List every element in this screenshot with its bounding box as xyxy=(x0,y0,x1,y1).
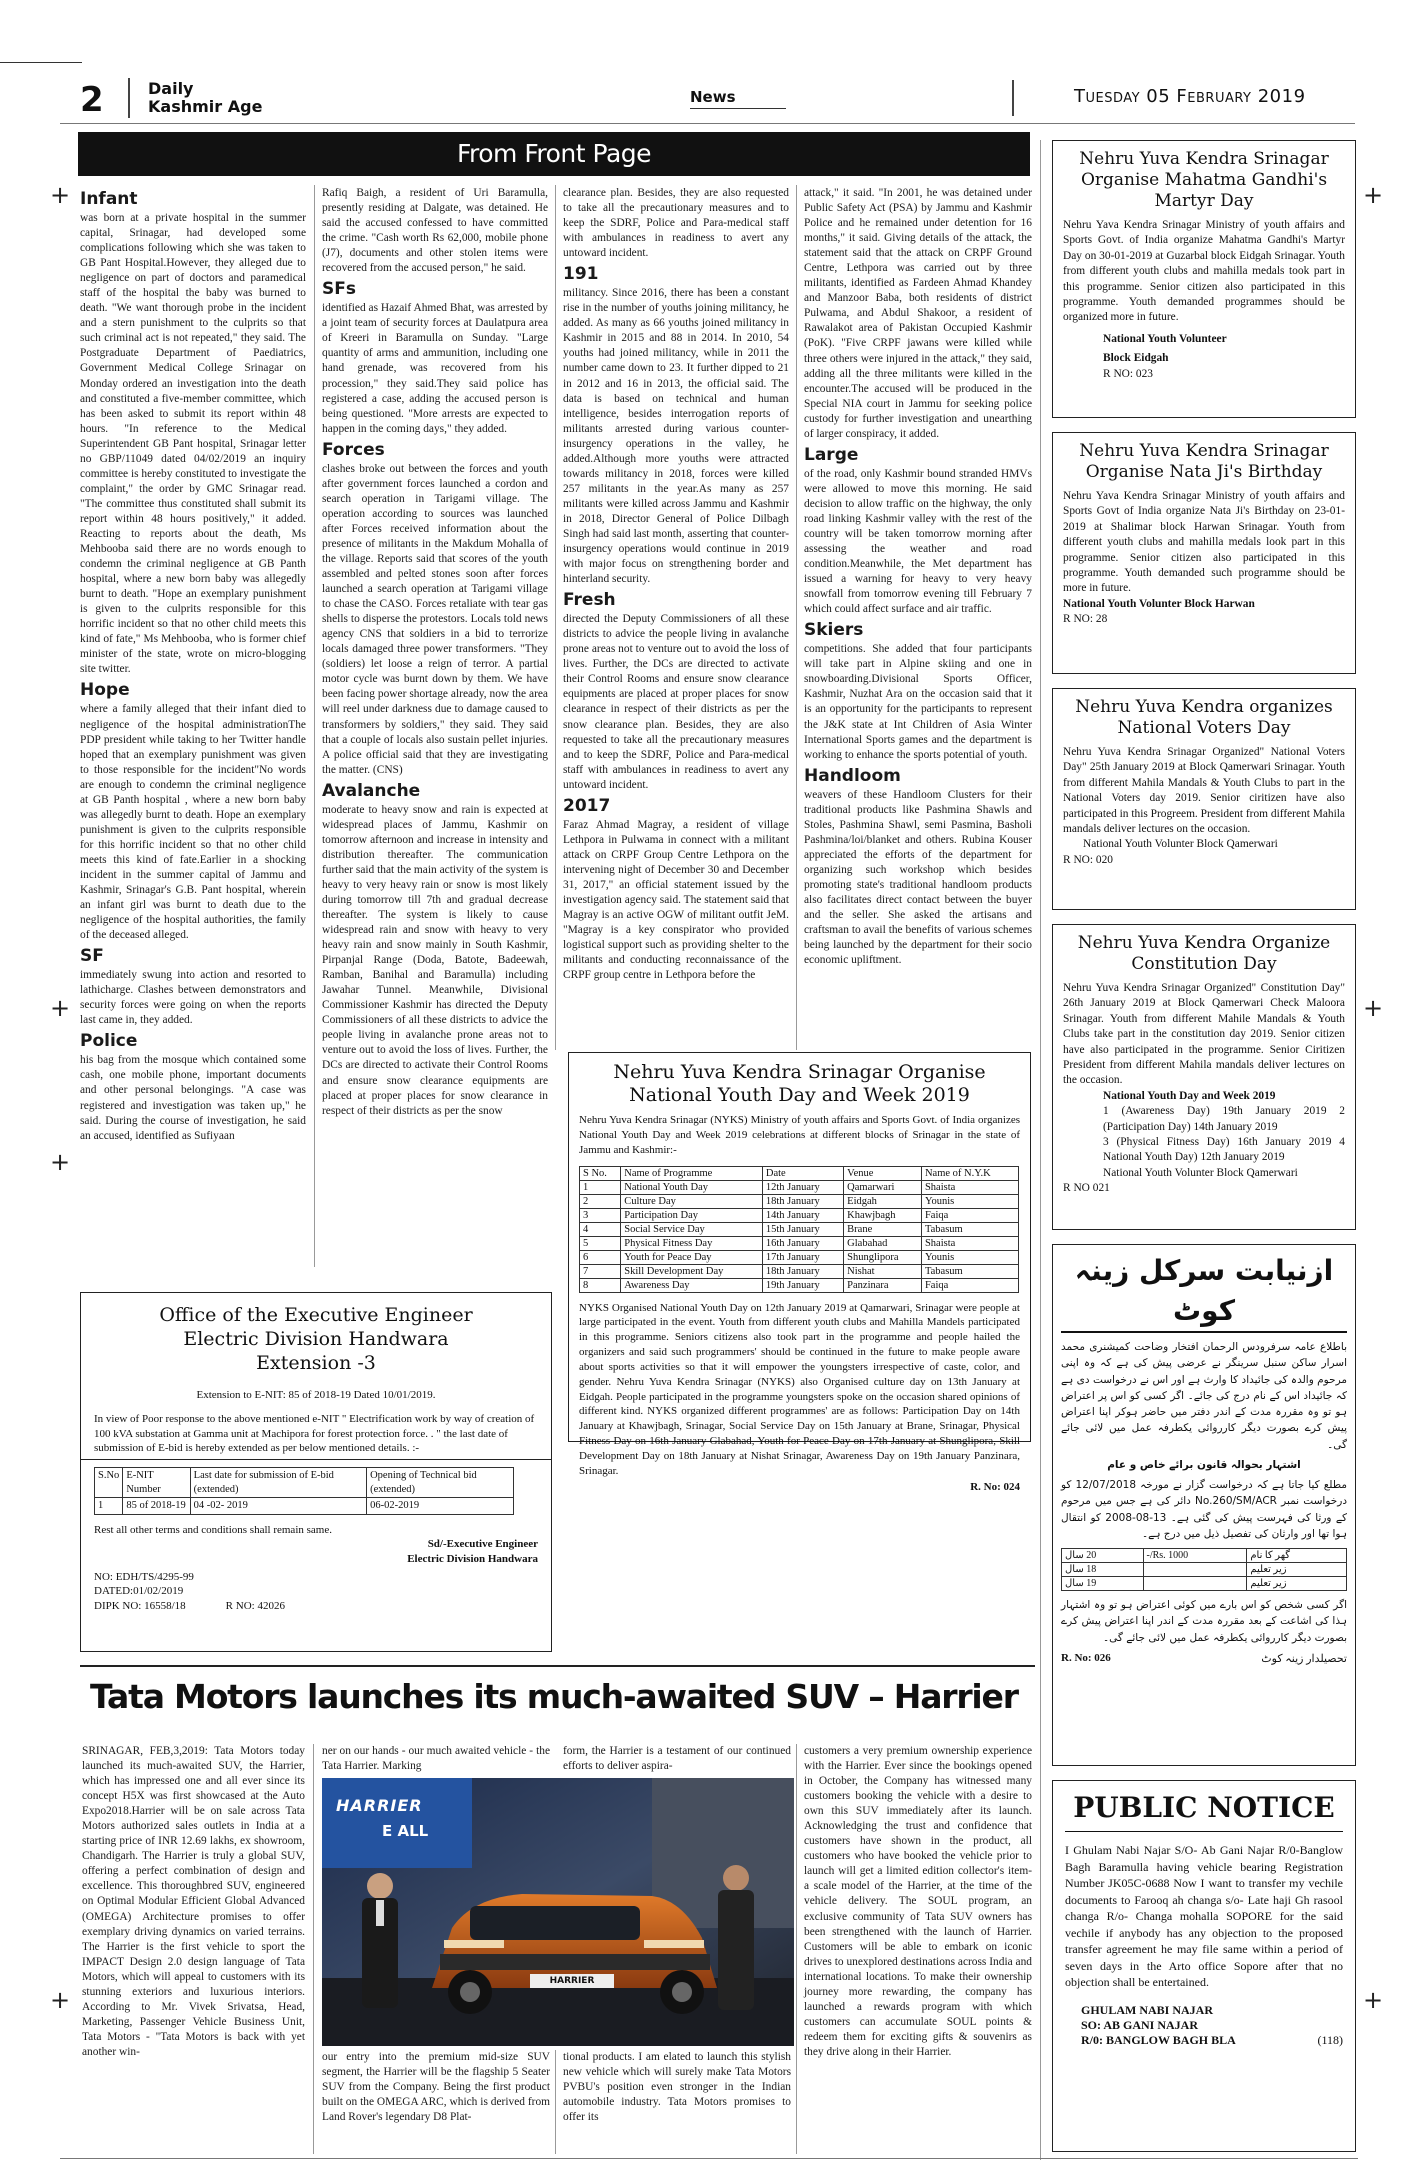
urdu-body-2: مطلع کیا جاتا ہے کہ درخواست گزار نے مورخہ 12/07/2018 کو درخواست نمبر No.260/SM/ACR دائر کی ہے جس میں مرحوم کے ورثا کی فہرست پیش کی گئی ہے۔ 13-08-2008 کو انتقال ہوا تھا اور وارثان کی تفصیل ذیل میں درج ہے۔ xyxy=(1061,1479,1348,1540)
table-cell: Glabahad xyxy=(844,1236,922,1250)
col4-text: attack," it said. "In 2001, he was detained under Public Safety Act (PSA) by Jammu and Kashmir Police and he remained under detention for 16 months," it said. Giving details of the attack, the statement said that the attack on CRPF Ground Centre, Lethpora was carried out by three militants, identified as Fardeen Ahmad Khandey and Manzoor Baba, both residents of district Pulwama, and Abdul Shakoor, a resident of Rawalakot area of Pakistan Occupied Kashmir (PoK). "Five CRPF jawans were killed while three others were injured in the attack," they said, adding all the three militants were killed in the encounter.The accused will be produced in the Special NIA court in Jammu for seeking police custody for further investigation and unearthing of larger conspiracy, it added. xyxy=(804,187,1032,440)
table-cell: 5 xyxy=(580,1236,621,1250)
table-cell: Younis xyxy=(921,1194,1018,1208)
exec-title-2: Electric Division Handwara xyxy=(183,1328,449,1350)
table-cell: Awareness Day xyxy=(621,1278,763,1292)
table-cell: Shaista xyxy=(921,1180,1018,1194)
exec-rno: R NO: 42026 xyxy=(225,1599,285,1612)
nyks-intro: Nehru Yuva Kendra Srinagar (NYKS) Ministry of youth affairs and Sports Govt. of India organizes National Youth Day and Week 2019 celebrations at different blocks of Srinagar in the state of Jammu and Kashmir:- xyxy=(579,1114,1020,1156)
table-cell: 3 xyxy=(580,1208,621,1222)
skiers-text: competitions. She added that four participants will take part in Alpine skiing and one in snowboarding.Divisional Sports Officer, Kashmir, Nuzhat Ara on the occasion said that it is an opportunity for the participants to represent the J&K state at Int Children of Asia Winter International Sports games and the department is working to enhance the sports potential of youth. xyxy=(804,643,1032,761)
urdu-title: ازنیابت سرکل زینہ کوٹ xyxy=(1061,1251,1347,1333)
ad4-rno: R NO 021 xyxy=(1063,1182,1110,1195)
ad2-rno: R NO: 28 xyxy=(1063,613,1108,626)
nyks-body: NYKS Organised National Youth Day on 12th January 2019 at Qamarwari, Srinagar were people at large participated in the event. Youth from different youth clubs and Mahilla Mandels participated in this programme. Seniors citizens also took part in the programme and people hailed the organizers and said such programmers' should be continued in the future to make people aware about sports activities so that it will empower the youngsters irrespective of caste, color, and gender. Nehru Yuva Kendra Srinagar (NYKS) also Organised culture day on 13th January at Eidgah. People participated in the programme youngsters spoke on the occasion shared opinions of different kind. NYKS organized different programmes' are as follows: Participation Day on 14th January at Khawjbagh, Srinagar, Social Service Day on 15th January at Brane, Srinagar, Physical Fitness Day on 16th January Glabahad, Youth for Peace Day on 17th January at Shunglipora, Skill Development Day on 18th January at Nishat Srinagar, Awareness Day on 19th January Panzinara, Srinagar. xyxy=(579,1301,1020,1477)
table-header-cell: S.No xyxy=(95,1468,123,1498)
table-header-cell: Last date for submission of E-bid (extended) xyxy=(190,1468,366,1498)
police-heading: Police xyxy=(80,1031,138,1052)
sf-text: immediately swung into action and resorted to lathicharge. Clashes between demonstrators and security forces were going on when the reports last came in, they added. xyxy=(80,969,306,1027)
bottom-rule xyxy=(60,2158,1358,2159)
table-cell: 19th January xyxy=(762,1278,843,1292)
column-rule xyxy=(796,1744,797,2154)
top-left-rule xyxy=(0,62,82,63)
table-cell: 6 xyxy=(580,1250,621,1264)
table-cell: 15th January xyxy=(762,1222,843,1236)
table-cell: 17th January xyxy=(762,1250,843,1264)
table-cell: 18th January xyxy=(762,1194,843,1208)
nyks-table xyxy=(579,1166,1019,1293)
nyks-table-row xyxy=(580,1180,1019,1194)
table-cell: زیر تعلیم xyxy=(1247,1577,1347,1591)
ad4-title: Nehru Yuva Kendra Organize Constitution Day xyxy=(1077,933,1331,974)
paper-name-line1: Daily xyxy=(148,79,194,98)
nyks-table-row xyxy=(580,1264,1019,1278)
nyks-title: Nehru Yuva Kendra Srinagar Organise National Youth Day and Week 2019 xyxy=(613,1061,986,1106)
martyr-day-ad xyxy=(1052,140,1356,418)
urdu-table-row xyxy=(1062,1549,1347,1563)
table-cell: Social Service Day xyxy=(621,1222,763,1236)
ad1-sign-1: National Youth Volunteer xyxy=(1103,332,1227,345)
table-cell: 8 xyxy=(580,1278,621,1292)
urdu-table-row xyxy=(1062,1563,1347,1577)
table-header-cell: Date xyxy=(762,1166,843,1180)
table-cell: Nishat xyxy=(844,1264,922,1278)
fresh-text: directed the Deputy Commissioners of all these districts to advice the people living in avalanche prone areas not to venture out to avoid the loss of lives. Further, the DCs are directed to activate their Control Rooms and ensure snow clearance equipments are placed at proper places for snow clearance in respect of their districts as per the snow clearance plan. Besides, they are also requested to take all the precautionary measures and to keep the SDRF, Police and Para-medical staff with ambulances in readiness to avert any untoward incident. xyxy=(563,613,789,791)
skiers-heading: Skiers xyxy=(804,620,864,641)
column-rule xyxy=(1040,140,1041,2160)
sf-heading: SF xyxy=(80,946,104,967)
ad2-body: Nehru Yava Kendra Srinagar Ministry of youth affairs and Sports Govt of India organize Nata Ji's Birthday on 23-01-2019 at Shalimar block Harwan Srinagar. Youth from different youth clubs and mahilla medals look part in this programme. Senior citizen also participated in this programme. Youth demanded such programme should be more in future. xyxy=(1063,490,1345,595)
paper-name-line2: Kashmir Age xyxy=(148,97,263,116)
urdu-sign: تحصیلدار زینہ کوٹ xyxy=(1261,1652,1347,1665)
text-2017: Faraz Ahmad Magray, a resident of village Lethpora in Pulwama in connect with a militant attack on CRPF Group Centre Lethpora on the intervening night of December 30 and December 31, 2017," an official statement issued by the investigation agency said. The statement said that Magray is an active OGW of militant outfit JeM. "Magray is a key conspirator who provided logistical support such as providing shelter to the militants and conducting reconnaissance of the CRPF group centre in Lethpora before the xyxy=(563,818,789,982)
table-cell: Shunglipora xyxy=(844,1250,922,1264)
nyks-table-row xyxy=(580,1208,1019,1222)
urdu-table-row xyxy=(1062,1577,1347,1591)
table-cell: 14th January xyxy=(762,1208,843,1222)
urdu-table xyxy=(1061,1548,1347,1591)
table-cell: 85 of 2018-19 xyxy=(123,1498,190,1515)
table-header-cell: Opening of Technical bid (extended) xyxy=(367,1468,514,1498)
fresh-heading: Fresh xyxy=(563,590,616,611)
exec-rest: Rest all other terms and conditions shall remain same. xyxy=(94,1524,332,1537)
ad4-line-2: 3 (Physical Fitness Day) 16th January 2019 4 National Youth Day) 12th January 2019 xyxy=(1103,1135,1345,1164)
ad3-body: Nehru Yuva Kendra Srinagar Organized" National Voters Day" 25th January 2019 at Block Qamerwari Srinagar. Youth from different Mahila Mandals & Youth Clubs to part in the National Voters day 2019. Senior ciritizen have also participated in this Progreem. President from different Mahila mandals deliver lectures on the occasion. xyxy=(1063,746,1345,835)
crop-mark-icon: + xyxy=(50,1148,71,1176)
constitution-day-ad xyxy=(1052,924,1356,1230)
police-text: his bag from the mosque which contained some cash, one mobile phone, important documents and other personal belongings. "A case was registered and investigation was taken up," he said. During the course of investigation, he said an accused, identified as Sufiyaan xyxy=(80,1054,306,1142)
crop-mark-icon: + xyxy=(50,181,71,209)
tata-col1-text: SRINAGAR, FEB,3,2019: Tata Motors today launched its much-awaited SUV, the Harrier, which has impressed one and all ever since its concept H5X was first showcased at the Auto Expo2018.Harrier will be on sale across Tata Motors authorized sales outlets in India at a starting price of INR 12.69 lakhs, ex showroom, Chandigarh. The Harrier is truly a global SUV, offering a perfect combination of design and excellence. This thoroughbred SUV, engineered on Optimal Modular Efficient Global Advanced (OMEGA) Architecture promises to offer exemplary driving dynamics on varied terrains. The Harrier is the first vehicle to sport the IMPACT Design 2.0 design language of Tata Motors, which will appeal to customers with its stunning exteriors and luxurious interiors. According to Mr. Vivek Srivatsa, Head, Marketing, Passenger Vehicle Business Unit, Tata Motors - "Tata Motors is back with yet another win- xyxy=(82,1745,305,2058)
table-cell: Faiqa xyxy=(921,1278,1018,1292)
urdu-notice xyxy=(1052,1244,1356,1766)
nyks-table-row xyxy=(580,1222,1019,1236)
table-cell: گھر کا نام xyxy=(1247,1549,1347,1563)
avalanche-text: moderate to heavy snow and rain is expected at widespread places of Jammu, Kashmir on tomorrow afternoon and increase in intensity and distribution thereafter. The communication further said that the main activity of the system is heavy to very heavy rain or snow is most likely during tomorrow till 7th and gradual decrease thereafter. The system is likely to cause widespread rain and snow with heavy to very heavy rain and snow mainly in South Kashmir, Pirpanjal Range (Doda, Batote, Badeewah, Ramban, Banihal and Baramulla) including Jawahar Tunnel. Meanwhile, Divisional Commissioner Kashmir has directed the Deputy Commissioners of all these districts to advice the people living in avalanche prone areas not to venture out to avoid the loss of lives. Further, the DCs are directed to activate their Control Rooms and ensure snow clearance equipments are placed at proper places for snow clearance in respect of their districts as per the snow xyxy=(322,803,548,1117)
ad1-rno: R NO: 023 xyxy=(1103,367,1153,380)
crop-mark-icon: + xyxy=(50,994,71,1022)
masthead-divider-1 xyxy=(128,78,130,118)
sfs-heading: SFs xyxy=(322,279,356,300)
heading-2017: 2017 xyxy=(563,795,611,816)
nyks-table-row xyxy=(580,1250,1019,1264)
exec-sign-1: Sd/-Executive Engineer xyxy=(427,1538,538,1551)
table-cell: 7 xyxy=(580,1264,621,1278)
ad3-sign: National Youth Volunter Block Qamerwari xyxy=(1083,838,1278,851)
table-header-cell: S No. xyxy=(580,1166,621,1180)
tata-col3b-text: tional products. I am elated to launch this stylish new vehicle which will surely make Tata Motors PVBU's position even stronger in the Indian automobile industry. Tata Motors promises to offer its xyxy=(563,2051,791,2124)
column-2 xyxy=(322,186,548,1121)
masthead-date: Tuesday 05 February 2019 xyxy=(1074,86,1306,107)
table-cell: National Youth Day xyxy=(621,1180,763,1194)
avalanche-heading: Avalanche xyxy=(322,780,421,801)
exec-title-3: Extension -3 xyxy=(256,1352,376,1374)
table-header-cell: E-NIT Number xyxy=(123,1468,190,1498)
ad4-line-1: 1 (Awareness Day) 19th January 2019 2 (Participation Day) 14th January 2019 xyxy=(1103,1105,1345,1133)
sfs-text: identified as Hazaif Ahmed Bhat, was arrested by a joint team of security forces at Daulatpura area of Kreeri in Baramulla on Sunday. "Large quantity of arms and ammunition, including one hand grenade, was recovered from his procession," they said.They said police has registered a case, adding the accused person is being questioned. "More arrests are expected to happen in the coming days," they added. xyxy=(322,302,548,435)
column-rule xyxy=(796,185,797,1050)
photo-banner-text-2: E ALL xyxy=(382,1822,429,1840)
table-cell: Younis xyxy=(921,1250,1018,1264)
tata-col2a-text: ner on our hands - our much awaited vehicle - the Tata Harrier. Marking xyxy=(322,1745,550,1773)
table-cell: Skill Development Day xyxy=(621,1264,763,1278)
nyks-table-row xyxy=(580,1278,1019,1292)
public-notice-number: (118) xyxy=(1317,2032,1343,2047)
harrier-launch-photo xyxy=(322,1778,794,2046)
car-plate-text: HARRIER xyxy=(549,1976,595,1986)
ad1-body: Nehru Yava Kendra Srinagar Ministry of youth affairs and Sports Govt. of India organize Mahatma Gandhi's Martyr Day on 30-01-2019 at Guzarbal block Eidgah Srinagar. Youth from different youth clubs and mahilla medals took part in this programme. Senior citizen also participated in this programme. Youth demanded programmes should be organized more in future. xyxy=(1063,219,1345,324)
paper-name xyxy=(148,80,262,116)
ad2-sign: National Youth Volunter Block Harwan xyxy=(1063,597,1255,610)
column-3 xyxy=(563,186,789,985)
table-cell: Eidgah xyxy=(844,1194,922,1208)
table-cell: Rs. 1000/- xyxy=(1143,1549,1247,1563)
table-cell: Faiqa xyxy=(921,1208,1018,1222)
nata-ji-birthday-ad xyxy=(1052,432,1356,674)
crop-mark-icon: + xyxy=(1363,994,1384,1022)
exec-dipk: DIPK NO: 16558/18 xyxy=(94,1599,186,1612)
forces-text: clashes broke out between the forces and youth after government forces launched a cordon and search operation in Tarigami village. The operation according to sources was launched after Forces received information about the presence of militants in the Makdum Mohalla of the village. Reports said that scores of the youth assembled and pelted stones soon after forces launched a search operation at Tarigami village to chase the CASO. Forces retaliate with tear gas shells to disperse the protestors. Locals told news agency CNS that soldiers in a bid to terrorize locals damaged three power transformers. "They (soldiers) let loose a reign of terror. A partial motor cycle was burnt down by them. We have been facing power shortage already, now the area will reel under darkness due to damage caused to transformers by soldiers," they said. They said that a couple of locals also sustain pellet injuries. A police official said that they are investigating the matter. (CNS) xyxy=(322,462,548,776)
voters-day-ad xyxy=(1052,688,1356,910)
public-notice-title: PUBLIC NOTICE xyxy=(1065,1791,1343,1832)
public-notice-sign-2: SO: AB GANI NAJAR xyxy=(1081,2017,1199,2032)
table-cell: Panzinara xyxy=(844,1278,922,1292)
nyks-table-row xyxy=(580,1194,1019,1208)
crop-mark-icon: + xyxy=(1363,1986,1384,2014)
table-cell: 1 xyxy=(95,1498,123,1515)
handloom-heading: Handloom xyxy=(804,765,901,786)
table-cell: 16th January xyxy=(762,1236,843,1250)
crop-mark-icon: + xyxy=(1363,181,1384,209)
column-1 xyxy=(80,186,306,1146)
table-cell: 20 سال xyxy=(1062,1549,1144,1563)
ad1-sign-2: Block Eidgah xyxy=(1103,352,1169,365)
infant-text: was born at a private hospital in the summer capital, Srinagar, had developed some complications following which she was taken to GB Pant Hospital.However, they alleged due to negligence on part of doctors and paramedical staff of the hospital the baby was burned to death. "We want thorough probe in the incident and a stern punishment to the culprits so that such criminal act is not repeated," they said. The Postgraduate Department of Paediatrics, Government Medical College Srinagar on Monday ordered an investigation into the death and constituted a five-member committee, which has been asked to submit its report within 48 hours. "In reference to the Medical Superintendent GB Pant hospital, Srinagar letter no GBP/11049 dated 04/02/2019 an inquiry committee is hereby constituted to investigate the complaint," the order by GMC Srinagar read. "The committee thus constituted shall submit its report within 48 hours positively," it added. Reacting to reports about the death, Ms Mehbooba said there are no words enough to condemn the criminal negligence at GB Panth hospital, where a new born baby was allegedly burnt to death. "Hope an exemplary punishment is given to the culprits responsible for this horrific incident so that no other child meets this kind of fate," Ms Mehbooba, who is former chief minister of the state, wrote on micro-blogging site twitter. xyxy=(80,212,306,676)
exec-body: In view of Poor response to the above mentioned e-NIT " Electrification work by way of creation of 100 kVA substation at Gamma unit at Machipora for forest protection force. . " the last date of submission of E-bid is hereby extended as per below mentioned details. :- xyxy=(94,1413,535,1454)
ad4-sub: National Youth Day and Week 2019 xyxy=(1103,1089,1276,1102)
table-header-cell: Name of Programme xyxy=(621,1166,763,1180)
column-rule xyxy=(555,185,556,1050)
exec-sign-2: Electric Division Handwara xyxy=(407,1552,538,1565)
public-notice-sign-3: R/0: BANGLOW BAGH BLA xyxy=(1081,2032,1236,2047)
column-rule xyxy=(313,1744,314,2154)
large-text: of the road, only Kashmir bound stranded HMVs were allowed to move this morning. He said decision to allow traffic on the highway, the only road linking Kashmir valley with the rest of the country will be taken tomorrow morning after assessing the weather and road condition.Meanwhile, the Met department has issued a warning for heavy to very heavy snowfall from tomorrow evening till February 7 which could affect surface and air traffic. xyxy=(804,467,1032,616)
table-cell: 4 xyxy=(580,1222,621,1236)
table-header-cell: Venue xyxy=(844,1166,922,1180)
table-cell xyxy=(1143,1577,1247,1591)
ad2-title: Nehru Yuva Kendra Srinagar Organise Nata Ji's Birthday xyxy=(1079,441,1329,482)
masthead-rule xyxy=(60,123,1355,124)
infant-heading: Infant xyxy=(80,189,138,209)
ad4-sign: National Youth Volunter Block Qamerwari xyxy=(1103,1166,1298,1179)
table-cell: Physical Fitness Day xyxy=(621,1236,763,1250)
table-cell: Culture Day xyxy=(621,1194,763,1208)
large-heading: Large xyxy=(804,444,859,465)
column-rule xyxy=(314,185,315,1267)
table-cell: Tabasum xyxy=(921,1264,1018,1278)
table-header-cell: Name of N.Y.K xyxy=(921,1166,1018,1180)
tata-top-rule xyxy=(80,1665,1035,1667)
column-4 xyxy=(804,186,1032,970)
section-label: News xyxy=(690,88,736,106)
ad3-rno: R NO: 020 xyxy=(1063,853,1113,866)
table-cell: 2 xyxy=(580,1194,621,1208)
col2-text: Rafiq Baigh, a resident of Uri Baramulla, presently residing at Dalgate, was detained. He said the accused confessed to have committed the crime. "Cash worth Rs 62,000, mobile phone (J7), documents and other stolen items were recovered from the accused person," he said. xyxy=(322,187,548,275)
masthead-divider-2 xyxy=(1012,80,1014,116)
table-cell: Tabasum xyxy=(921,1222,1018,1236)
tata-column-2a xyxy=(322,1744,550,1776)
hope-heading: Hope xyxy=(80,680,130,701)
exec-box-outline xyxy=(80,1292,552,1652)
column-rule xyxy=(555,2050,556,2154)
table-cell xyxy=(1143,1563,1247,1577)
section-underline xyxy=(690,108,786,109)
table-cell: 06-02-2019 xyxy=(367,1498,514,1515)
tata-col4-text: customers a very premium ownership experience with the Harrier. Ever since the bookings opened in October, the Company has witnessed many customers booking the vehicle with a desire to own this SUV immediately after its launch. Acknowledging the trust and confidence that customers have shown in the product, all customers who have booked the vehicle prior to launch will get a limited edition collector's item- a scale model of the Harrier, at the time of the vehicle delivery. The SOUL program, an exclusive community of Tata SUV owners has been strengthened with the launch of Harrier. Customers will be able to embark on iconic drives to unexplored destinations across India and international locations. To make their ownership journey more rewarding, the company has launched a rewards program with which customers can accumulate SOUL points & redeem them for exciting gifts & souvenirs as they drive along in their Harrier. xyxy=(804,1745,1032,2058)
photo-banner-text: HARRIER xyxy=(336,1796,423,1815)
ad3-title: Nehru Yuva Kendra organizes National Voters Day xyxy=(1075,697,1333,738)
tata-column-1 xyxy=(82,1744,305,2062)
ad1-title: Nehru Yuva Kendra Srinagar Organise Mahatma Gandhi's Martyr Day xyxy=(1079,149,1329,211)
table-cell: Shaista xyxy=(921,1236,1018,1250)
tata-column-3b xyxy=(563,2050,791,2127)
heading-191: 191 xyxy=(563,264,599,285)
exec-no: NO: EDH/TS/4295-99 xyxy=(94,1571,194,1583)
page-number: 2 xyxy=(80,80,104,120)
table-cell: 1 xyxy=(580,1180,621,1194)
tata-col3a-text: form, the Harrier is a testament of our continued efforts to deliver aspira- xyxy=(563,1745,791,1773)
tata-column-2b xyxy=(322,2050,550,2127)
table-cell: 19 سال xyxy=(1062,1577,1144,1591)
public-notice-sign-1: GHULAM NABI NAJAR xyxy=(1081,2002,1213,2017)
forces-heading: Forces xyxy=(322,439,385,460)
table-cell: زیر تعلیم xyxy=(1247,1563,1347,1577)
tata-column-4 xyxy=(804,1744,1032,2062)
tata-column-3a xyxy=(563,1744,791,1776)
from-front-page-banner: From Front Page xyxy=(78,132,1030,176)
table-cell: Qamarwari xyxy=(844,1180,922,1194)
tata-headline: Tata Motors launches its much-awaited SUV – Harrier xyxy=(90,1677,1018,1716)
urdu-body: باطلاع عامہ سرفرودس الرحمان افتخار وضاحت کمیشنری محمد اسرار ساکن سنبل سرینگر نے عرضی پیش کی ہے کہ وہ اپنی مرحوم والدہ کی جائیداد کا وارث ہے اور اس نے درخواست دی ہے کہ جائیداد اس کے نام درج کی جائے۔ اگر کسی کو اس پر اعتراض ہو تو وہ مقررہ مدت کے اندر دفتر میں حاضر ہوکر اپنا اعتراض پیش کرے بصورت دیگر کارروائی یکطرفہ عمل میں لائی جائے گی۔ xyxy=(1061,1341,1347,1451)
col3-text: clearance plan. Besides, they are also requested to take all the precautionary measures and to keep the SDRF, Police and Para-medical staff with ambulances in readiness to avert any untoward incident. xyxy=(563,187,789,260)
table-cell: Brane xyxy=(844,1222,922,1236)
table-cell: Participation Day xyxy=(621,1208,763,1222)
table-cell: 12th January xyxy=(762,1180,843,1194)
nyks-table-row xyxy=(580,1236,1019,1250)
urdu-rno: R. No: 026 xyxy=(1061,1651,1111,1664)
harrier-photo-art xyxy=(322,1778,794,2046)
urdu-subtitle: اشتہار بحوالہ قانون برائے خاص و عام xyxy=(1107,1458,1301,1471)
crop-mark-icon: + xyxy=(50,1986,71,2014)
nyks-rno: R. No: 024 xyxy=(970,1480,1020,1493)
text-191: militancy. Since 2016, there has been a constant rise in the number of youths joining militancy, he added. As many as 66 youths joined militancy in Kashmir in 2015 and 88 in 2014. In 2010, 54 youths had joined militancy, while in 2011 the number came down to 23. It further dipped to 21 in 2012 and 16 in 2013, the official said. The data is based on technical and human intelligence, besides interrogation reports of militants arrested during various counter-insurgency operations in the valley, he added.Although more youths were attracted towards militancy in 2018, forces were killed 257 militants in the year.As many as 257 militants were killed across Jammu and Kashmir in 2018, Director General of Police Dilbagh Singh had said last month, asserting that counter-insurgency operations would continue in 2019 with major focus on strengthening border and hinterland security. xyxy=(563,287,789,586)
urdu-body-3: اگر کسی شخص کو اس بارے میں کوئی اعتراض ہو تو وہ اشتہار ہذا کی اشاعت کے بعد مقررہ مدت کے اندر اپنا اعتراض پیش کرے بصورت دیگر کارروائی یکطرفہ عمل میں لائی جائے گی۔ xyxy=(1061,1599,1347,1644)
hope-text: where a family alleged that their infant died to negligence of the hospital administrationThe PDP president while taking to her Twitter handle hoped that an exemplary punishment was given to those responsible for the incident"No words are enough to condemn the criminal negligence at GB Panth hospital , where a new born baby was allegedly burnt to death. Hope an exemplary punishment is given to the culprits responsible for this horrific incident so that no other child meets this kind of fate.Earlier in a shocking incident in the summer capital of Jammu and Kashmir, Srinagar's G.B. Pant hospital, wherein an infant girl was burnt to death due to the negligence of the hospital authorities, the family of the deceased alleged. xyxy=(80,703,306,942)
table-cell: 04 -02- 2019 xyxy=(190,1498,366,1515)
exec-dated: DATED:01/02/2019 xyxy=(94,1585,184,1598)
ad4-body: Nehru Yuva Kendra Srinagar Organized" Constitution Day" 26th January 2019 at Block Qamerwari Check Maloora Srinagar. Youth from different Mahile Mandals & Youth Clubs take part in the constitution day 2019. Senior citizen have also participated in the programme. Senior Ciritizen President from different Mahila mandals deliver lectures on the occasion. xyxy=(1063,982,1345,1087)
exec-ref: Extension to E-NIT: 85 of 2018-19 Dated 10/01/2019. xyxy=(196,1389,436,1401)
public-notice xyxy=(1052,1780,1356,2152)
public-notice-body: I Ghulam Nabi Najar S/O- Ab Gani Najar R/0-Banglow Bagh Baramulla having vehicle bearing Registration Number JK05C-0688 Now I want to transfer my vechile documents to Farooq ah changa s/o- Late haji Gh rasool changa R/o- Changa mohalla SOPORE for the said vechile if anybody has any objection to the proposed transfer agreement he may file same within a period of seven days in the Arto office Sopore after that no objection shall be entertained. xyxy=(1065,1843,1343,1990)
table-cell: 18th January xyxy=(762,1264,843,1278)
table-cell: Khawjbagh xyxy=(844,1208,922,1222)
handloom-text: weavers of these Handloom Clusters for their traditional products like Pashmina Shawls and Stoles, Pashmina Shawl, semi Pasmina, Basholi Pashmina/loi/blanket and others. Rubina Kouser appreciated the efforts of the department for organizing such workshop which besides promoting state's traditional handloom products also facilitates direct contact between the buyer and the seller. She asked the artisans and craftsman to avail the benefits of various schemes being launched by the department for their socio economic upliftment. xyxy=(804,788,1032,967)
tata-col2b-text: our entry into the premium mid-size SUV segment, the Harrier will be the flagship 5 Seater SUV from the Company. Being the first product built on the OMEGA ARC, which is derived from Land Rover's legendary D8 Plat- xyxy=(322,2051,550,2124)
table-cell: 18 سال xyxy=(1062,1563,1144,1577)
nyks-youth-day-ad xyxy=(568,1052,1031,1493)
exec-title-1: Office of the Executive Engineer xyxy=(159,1304,473,1326)
table-cell: Youth for Peace Day xyxy=(621,1250,763,1264)
